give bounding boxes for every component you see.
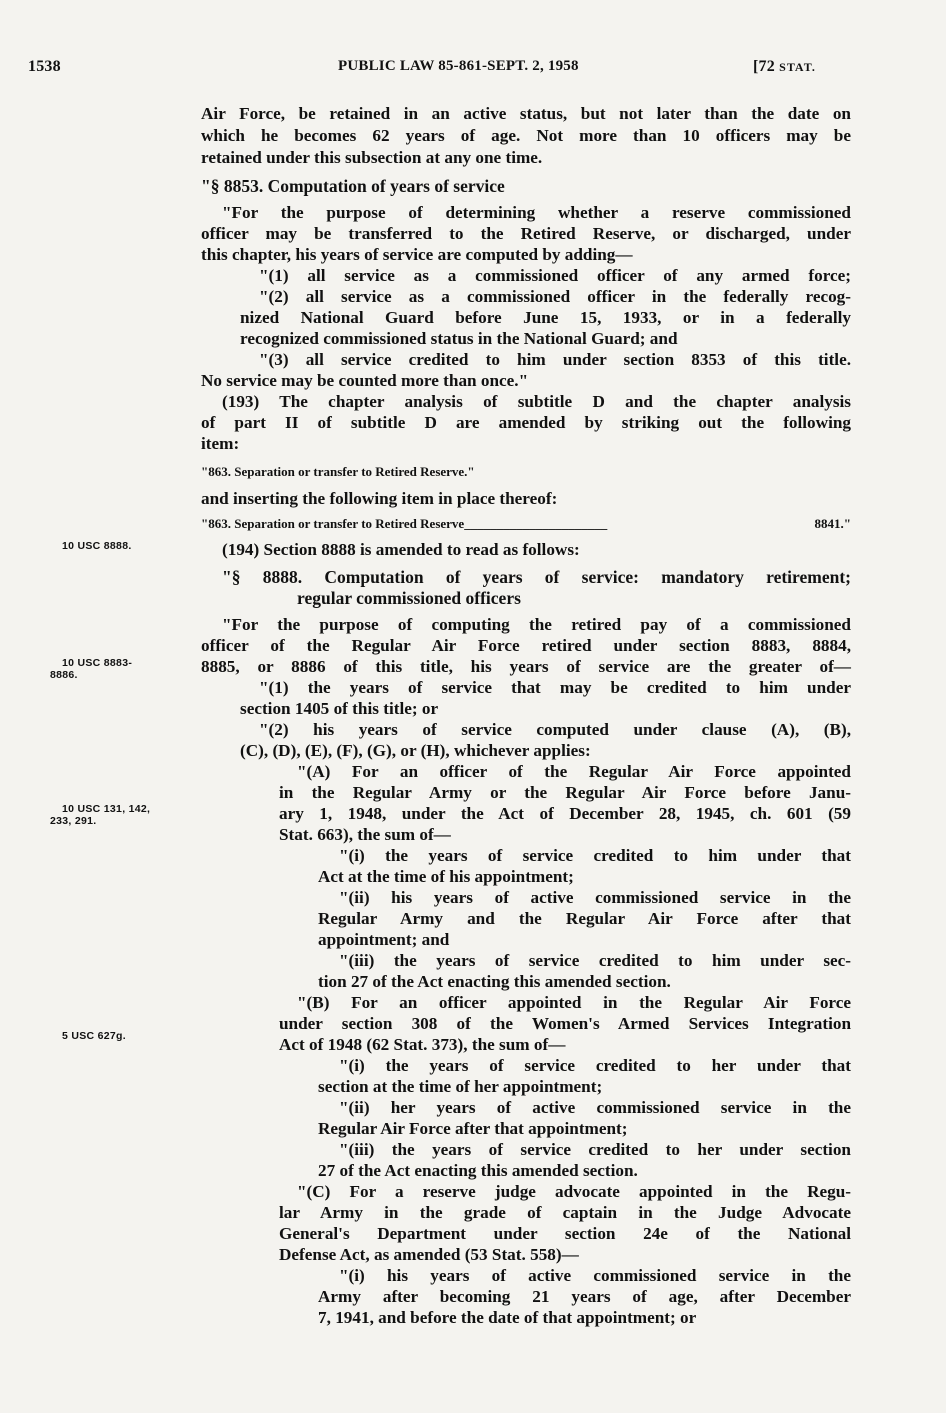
text-line: nized National Guard before June 15, 1933, or in a federally bbox=[240, 308, 851, 327]
text-line: (C), (D), (E), (F), (G), or (H), whichever applies: bbox=[240, 741, 591, 760]
section-heading-8888-cont: regular commissioned officers bbox=[297, 588, 521, 608]
running-title: PUBLIC LAW 85-861-SEPT. 2, 1958 bbox=[338, 58, 579, 74]
text-line: "(C) For a reserve judge advocate appointed in the Regu- bbox=[297, 1182, 851, 1201]
text-line: "(2) his years of service computed under clause (A), (B), bbox=[259, 720, 851, 739]
text-line: which he becomes 62 years of age. Not more than 10 officers may be bbox=[201, 126, 851, 145]
text-line: Regular Air Force after that appointment; bbox=[318, 1119, 628, 1138]
margin-note-line: 10 USC 8883- bbox=[62, 657, 133, 669]
margin-note-10-usc-8888: 10 USC 8888. bbox=[62, 540, 132, 552]
text-line: of part II of subtitle D are amended by striking out the following bbox=[201, 413, 851, 432]
text-line: 27 of the Act enacting this amended section. bbox=[318, 1161, 638, 1180]
text-line: Army after becoming 21 years of age, after December bbox=[318, 1287, 851, 1306]
text-line: "(iii) the years of service credited to him under sec- bbox=[339, 951, 851, 970]
text-line: "For the purpose of determining whether a reserve commissioned bbox=[222, 203, 851, 222]
text-line: recognized commissioned status in the National Guard; and bbox=[240, 329, 678, 348]
margin-note-10-usc-8883 bbox=[50, 657, 133, 681]
margin-note-line: 233, 291. bbox=[50, 815, 97, 827]
text-line: "(iii) the years of service credited to her under section bbox=[339, 1140, 851, 1159]
text-line: 7, 1941, and before the date of that appointment; or bbox=[318, 1308, 697, 1327]
dot-leader: ______________________ bbox=[464, 516, 608, 531]
text-line: "(ii) her years of active commissioned service in the bbox=[339, 1098, 851, 1117]
text-line: (193) The chapter analysis of subtitle D and the chapter analysis bbox=[222, 392, 851, 411]
text-line: "(1) the years of service that may be credited to him under bbox=[259, 678, 851, 697]
text-line: under section 308 of the Women's Armed Services Integration bbox=[279, 1014, 851, 1033]
margin-note-10-usc-131 bbox=[50, 803, 151, 827]
text-line: Act at the time of his appointment; bbox=[318, 867, 574, 886]
page-number: 1538 bbox=[28, 58, 61, 75]
text-line: "For the purpose of computing the retired pay of a commissioned bbox=[222, 615, 851, 634]
text-line: 8885, or 8886 of this title, his years of service are the greater of— bbox=[201, 657, 851, 676]
volume-prefix: [72 bbox=[753, 58, 780, 75]
text-line: officer of the Regular Air Force retired under section 8883, 8884, bbox=[201, 636, 851, 655]
margin-note-line: 8886. bbox=[50, 669, 78, 681]
text-line: Air Force, be retained in an active status, but not later than the date on bbox=[201, 104, 851, 123]
analysis-item-new bbox=[201, 516, 851, 532]
volume-citation bbox=[753, 58, 816, 76]
volume-suffix: STAT. bbox=[779, 60, 816, 74]
text-line: officer may be transferred to the Retired Reserve, or discharged, under bbox=[201, 224, 851, 243]
text-line: "(i) the years of service credited to him under that bbox=[339, 846, 851, 865]
text-line: item: bbox=[201, 434, 240, 453]
text-line: "(2) all service as a commissioned officer in the federally recog- bbox=[259, 287, 851, 306]
text-line: "(1) all service as a commissioned officer of any armed force; bbox=[259, 266, 851, 285]
text-line: "(i) the years of service credited to her under that bbox=[339, 1056, 851, 1075]
text-line: tion 27 of the Act enacting this amended section. bbox=[318, 972, 671, 991]
text-line: ary 1, 1948, under the Act of December 28, 1945, ch. 601 (59 bbox=[279, 804, 851, 823]
text-line: Defense Act, as amended (53 Stat. 558)— bbox=[279, 1245, 579, 1264]
analysis-item-old: "863. Separation or transfer to Retired Reserve." bbox=[201, 464, 475, 479]
text-line: this chapter, his years of service are computed by adding— bbox=[201, 245, 633, 264]
margin-note-line: 10 USC 131, 142, bbox=[62, 803, 151, 815]
text-line: "(B) For an officer appointed in the Regular Air Force bbox=[297, 993, 851, 1012]
text-line: No service may be counted more than once." bbox=[201, 371, 529, 390]
analysis-item-new-text: "863. Separation or transfer to Retired Reserve bbox=[201, 516, 465, 531]
text-line: retained under this subsection at any one time. bbox=[201, 148, 543, 167]
analysis-item-new-section: 8841." bbox=[814, 516, 851, 531]
text-line: appointment; and bbox=[318, 930, 450, 949]
text-line: Regular Army and the Regular Air Force after that bbox=[318, 909, 851, 928]
text-line: and inserting the following item in place thereof: bbox=[201, 489, 558, 508]
margin-note-5-usc-627g: 5 USC 627g. bbox=[62, 1030, 126, 1042]
text-line: General's Department under section 24e of the National bbox=[279, 1224, 851, 1243]
text-line: (194) Section 8888 is amended to read as follows: bbox=[222, 540, 580, 559]
text-line: Stat. 663), the sum of— bbox=[279, 825, 451, 844]
text-line: "(A) For an officer of the Regular Air Force appointed bbox=[297, 762, 851, 781]
text-line: section 1405 of this title; or bbox=[240, 699, 439, 718]
text-line: "(3) all service credited to him under section 8353 of this title. bbox=[259, 350, 851, 369]
text-line: "(ii) his years of active commissioned service in the bbox=[339, 888, 851, 907]
text-line: lar Army in the grade of captain in the Judge Advocate bbox=[279, 1203, 851, 1222]
text-line: "(i) his years of active commissioned service in the bbox=[339, 1266, 851, 1285]
section-heading-8888: "§ 8888. Computation of years of service: mandatory retirement; bbox=[222, 567, 851, 587]
text-line: section at the time of her appointment; bbox=[318, 1077, 603, 1096]
section-heading-8853: "§ 8853. Computation of years of service bbox=[201, 176, 505, 196]
text-line: Act of 1948 (62 Stat. 373), the sum of— bbox=[279, 1035, 566, 1054]
text-line: in the Regular Army or the Regular Air Force before Janu- bbox=[279, 783, 851, 802]
